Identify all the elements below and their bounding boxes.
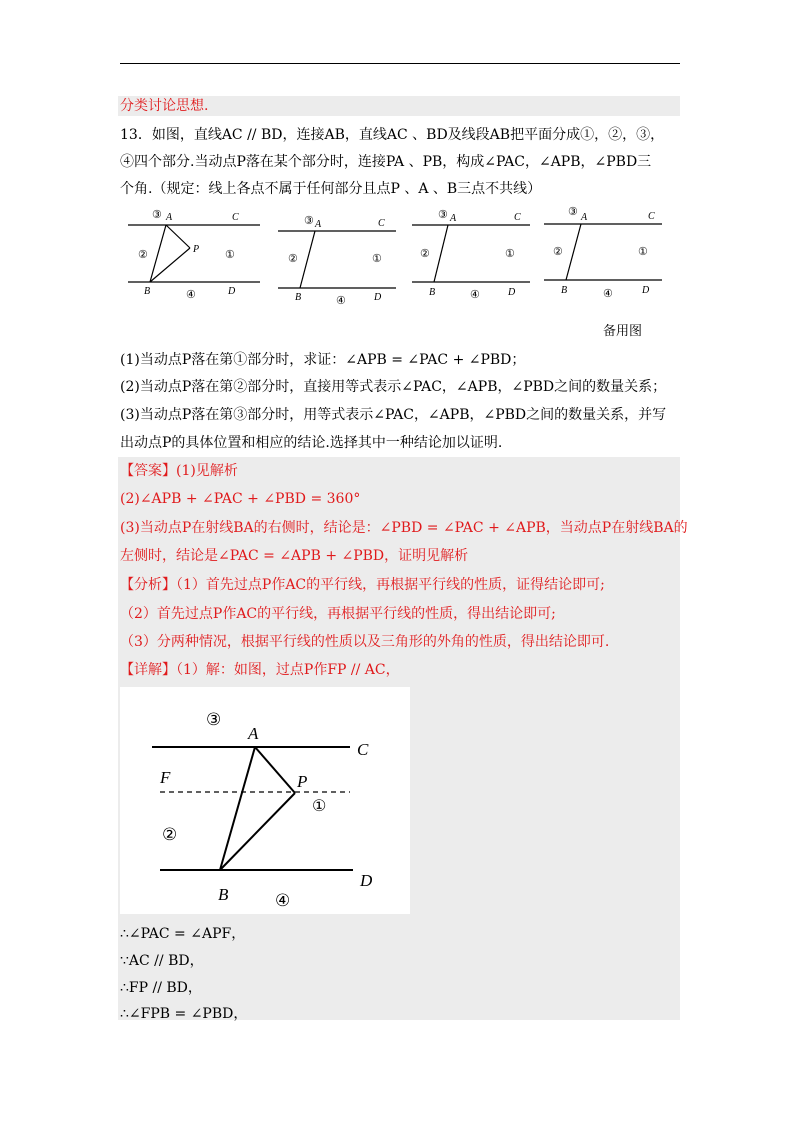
fig1-label-B: B (144, 286, 151, 297)
fig4-label-B: B (561, 285, 568, 296)
analysis-line-1: 【分析】（1）首先过点P作AC的平行线，再根据平行线的性质，证得结论即可; (120, 577, 605, 593)
fig4-region2: ② (553, 246, 563, 258)
answer-line-1: 【答案】(1)见解析 (120, 463, 238, 479)
fig2-region2: ② (288, 253, 298, 265)
question-1: (1)当动点P落在第①部分时，求证：∠APB = ∠PAC + ∠PBD； (120, 352, 526, 368)
fig2-region4: ④ (336, 295, 346, 307)
answer-line-3: (3)当动点P在射线BA的右侧时，结论是：∠PBD = ∠PAC + ∠APB，当动点P在射线BA的 (120, 520, 688, 536)
problem-figures (120, 200, 680, 310)
detail-step-2: ∵AC // BD， (120, 953, 204, 969)
fig4-region3: ③ (568, 206, 578, 218)
fig4-label-C: C (648, 211, 655, 222)
question-2: (2)当动点P落在第②部分时，直接用等式表示∠PAC，∠APB，∠PBD之间的数量关系； (120, 379, 667, 395)
detail-label-A: A (248, 724, 259, 743)
figure-4 (544, 206, 662, 300)
question-3b: 出动点P的具体位置和相应的结论.选择其中一种结论加以证明. (120, 435, 503, 451)
backup-figure-caption: 备用图 (603, 324, 643, 339)
detail-label-F: F (160, 768, 171, 787)
analysis-line-2: （2）首先过点P作AC的平行线，再根据平行线的性质，得出结论即可; (120, 606, 556, 622)
fig2-label-A: A (315, 219, 322, 230)
fig1-region3: ③ (152, 209, 162, 221)
fig4-label-A: A (581, 212, 588, 223)
question-3a: (3)当动点P落在第③部分时，用等式表示∠PAC，∠APB，∠PBD之间的数量关系，并写 (120, 407, 667, 423)
detail-label-B: B (218, 885, 229, 904)
fig4-label-D: D (642, 285, 650, 296)
fig1-region4: ④ (186, 289, 196, 301)
fig2-region1: ① (372, 253, 382, 265)
fig1-label-P: P (193, 244, 200, 255)
detail-figure (120, 687, 410, 914)
fig3-label-D: D (508, 287, 516, 298)
fig1-region1: ① (225, 249, 235, 261)
fig3-label-B: B (429, 287, 436, 298)
fig3-region3: ③ (438, 209, 448, 221)
fig4-region4: ④ (603, 288, 613, 300)
header-rule (120, 63, 680, 64)
detail-label-P: P (297, 772, 308, 791)
detail-step-1: ∴∠PAC = ∠APF， (120, 926, 246, 942)
fig3-region2: ② (420, 248, 430, 260)
answer-line-2: (2)∠APB + ∠PAC + ∠PBD = 360° (120, 491, 361, 507)
fig3-region1: ① (505, 248, 515, 260)
problem-line-1: 13．如图，直线AC // BD，连接AB，直线AC 、BD及线段AB把平面分成①，②，③， (120, 127, 665, 143)
detail-step-4: ∴∠FPB = ∠PBD， (120, 1006, 248, 1022)
fig3-label-C: C (514, 212, 521, 223)
fig4-region1: ① (638, 246, 648, 258)
answer-line-4: 左侧时，结论是∠PAC = ∠APB + ∠PBD，证明见解析 (120, 548, 469, 564)
detail-region1: ① (312, 798, 327, 815)
detail-label-C: C (357, 740, 369, 759)
fig3-region4: ④ (470, 289, 480, 301)
figure-3 (412, 209, 530, 301)
problem-line-2: ④四个部分.当动点P落在某个部分时，连接PA 、PB，构成∠PAC，∠APB，∠PBD三 (120, 154, 652, 170)
detail-line-1: 【详解】（1）解：如图，过点P作FP // AC， (120, 662, 400, 678)
fig2-label-B: B (295, 292, 302, 303)
intro-line: 分类讨论思想. (120, 98, 209, 114)
fig2-label-D: D (374, 292, 382, 303)
detail-region3: ③ (206, 710, 222, 729)
fig1-label-A: A (166, 212, 173, 223)
analysis-line-3: （3）分两种情况，根据平行线的性质以及三角形的外角的性质，得出结论即可. (120, 634, 610, 650)
fig1-region2: ② (138, 249, 148, 261)
figure-1 (128, 209, 260, 301)
fig2-region3: ③ (304, 215, 314, 227)
fig1-label-D: D (228, 286, 236, 297)
detail-region2: ② (162, 825, 178, 844)
detail-step-3: ∴FP // BD， (120, 980, 202, 996)
detail-label-D: D (360, 871, 373, 890)
detail-region4: ④ (275, 891, 291, 910)
fig3-label-A: A (450, 213, 457, 224)
figure-2 (278, 215, 396, 307)
fig1-label-C: C (232, 212, 239, 223)
fig2-label-C: C (378, 218, 385, 229)
problem-line-3: 个角.（规定：线上各点不属于任何部分且点P 、A 、B三点不共线） (120, 181, 542, 197)
